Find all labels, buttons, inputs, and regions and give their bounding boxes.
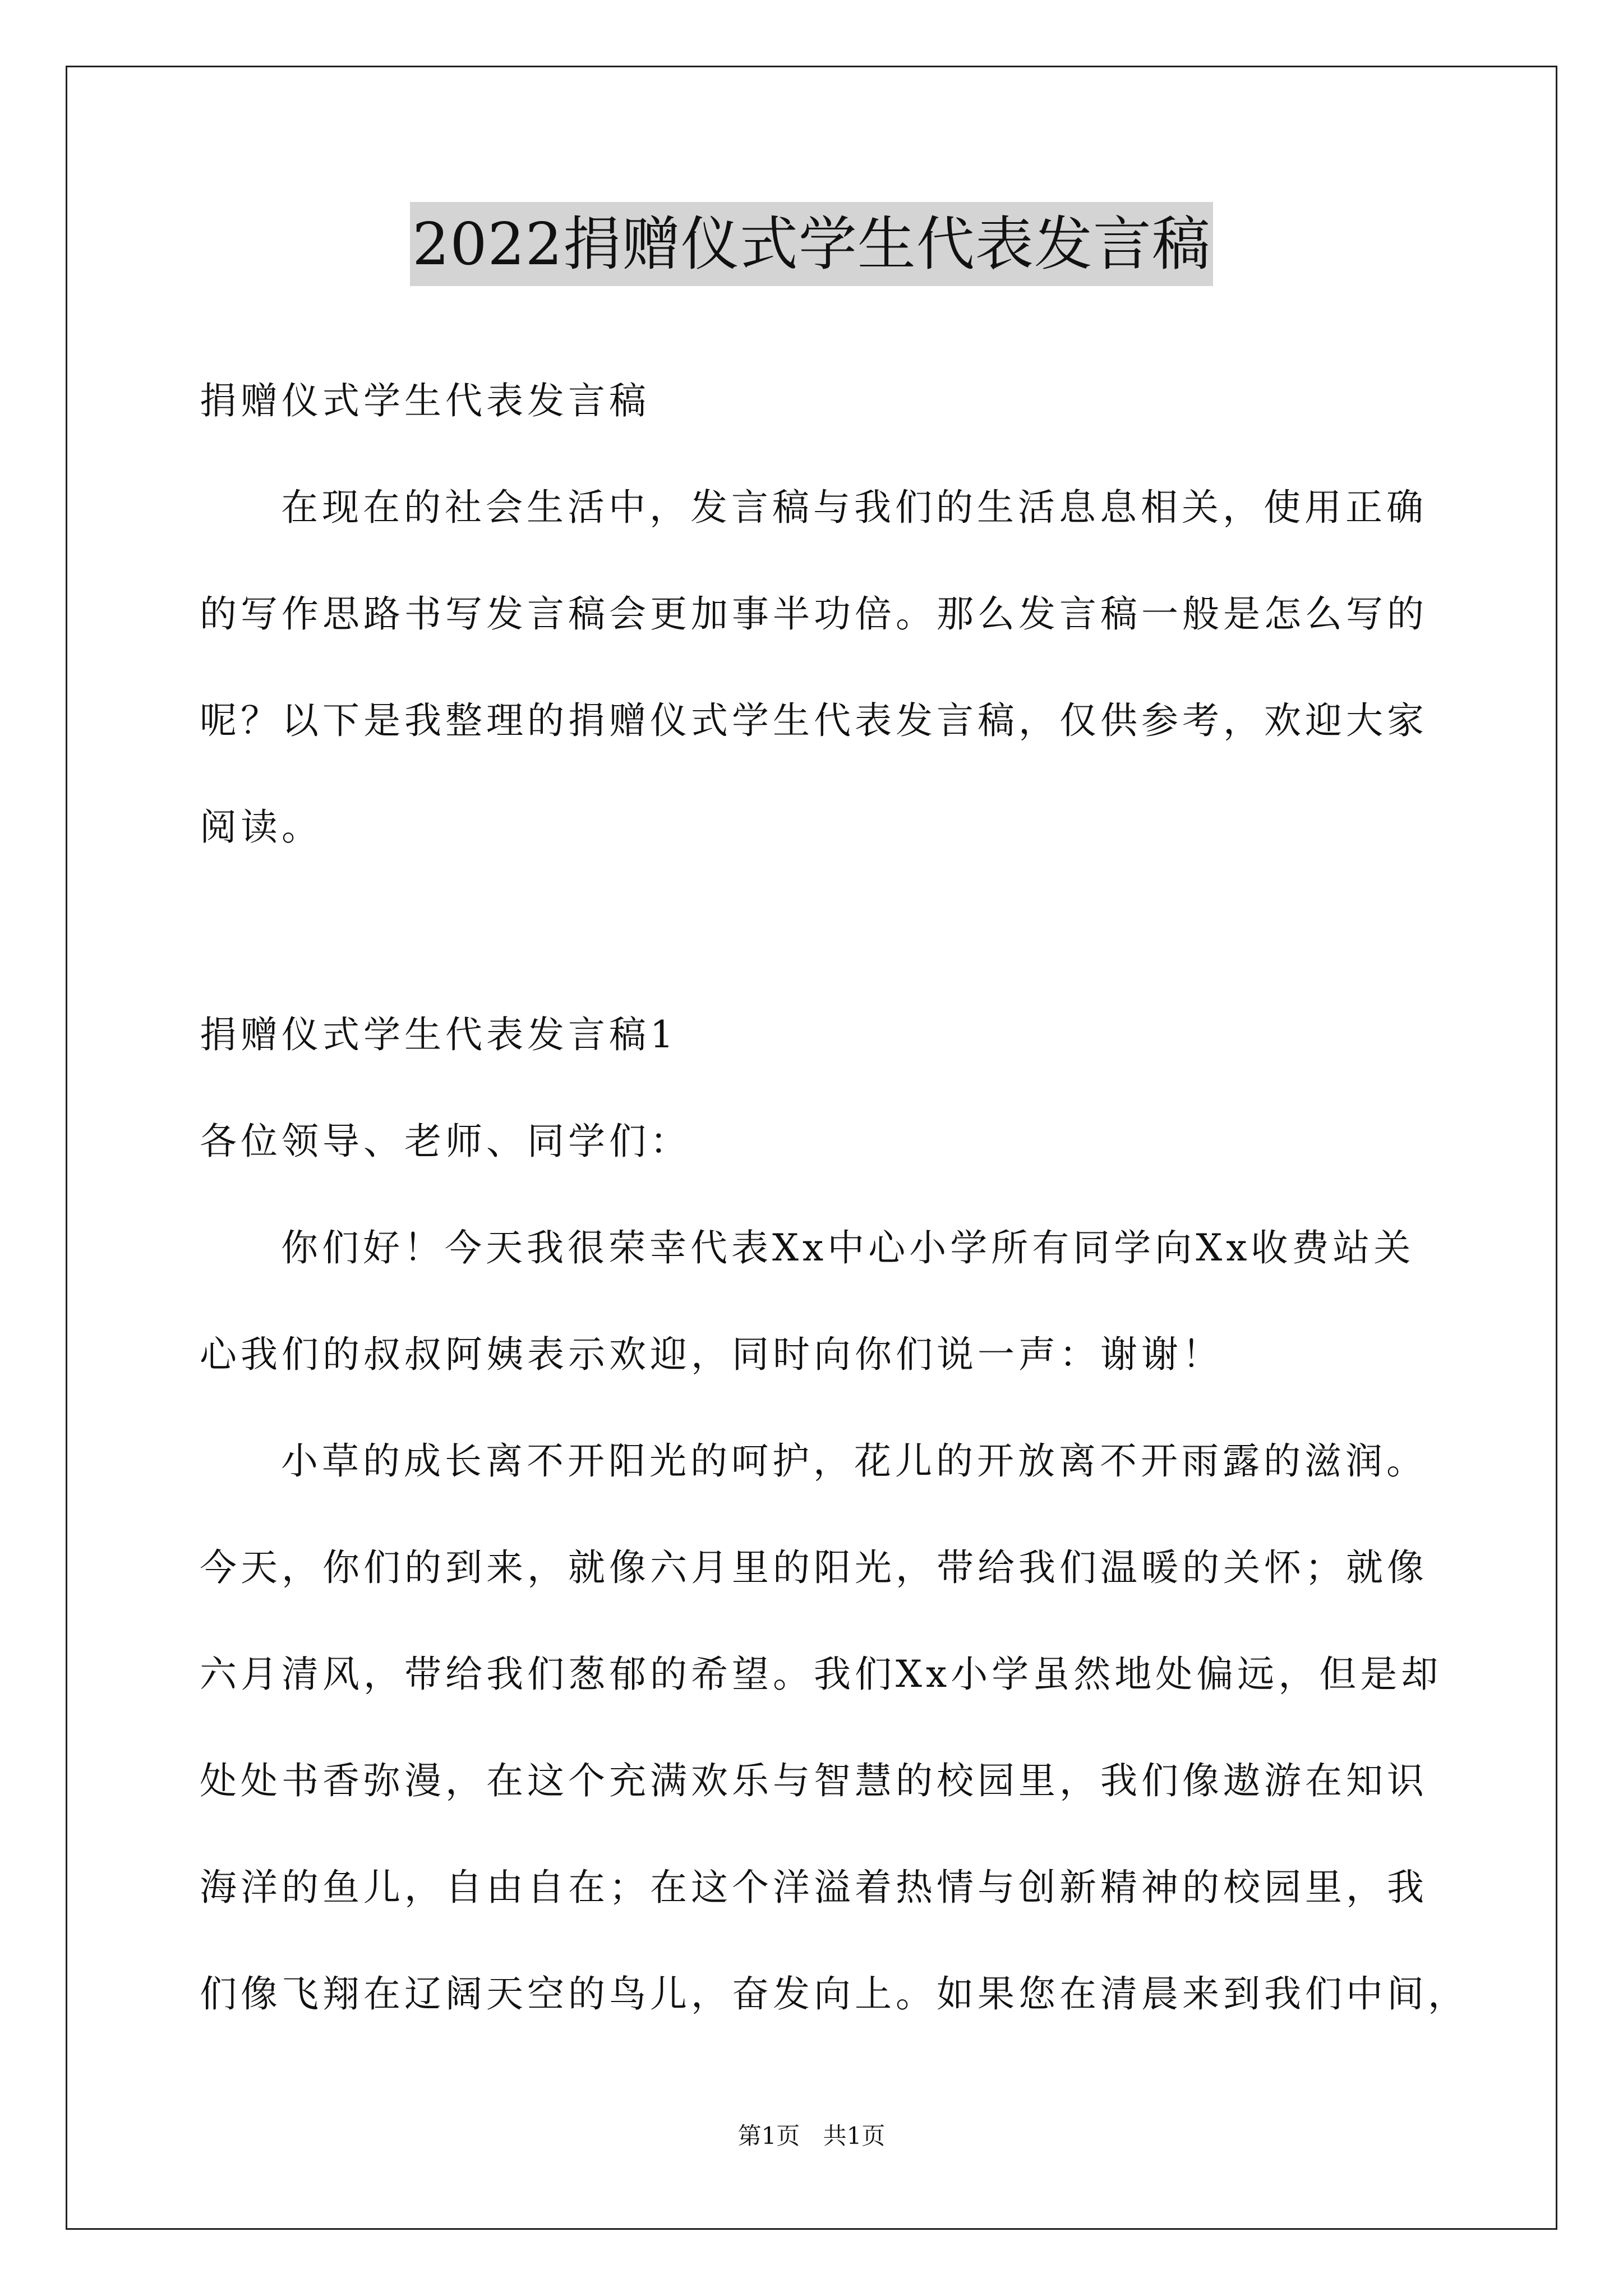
paragraph-line: 们像飞翔在辽阔天空的鸟儿，奋发向上。如果您在清晨来到我们中间，: [200, 1972, 1469, 2016]
paragraph-line: 心我们的叔叔阿姨表示欢迎，同时向你们说一声：谢谢！: [200, 1333, 1223, 1376]
intro-heading: 捐赠仪式学生代表发言稿: [200, 379, 650, 422]
intro-line: 阅读。: [200, 806, 322, 849]
intro-line: 在现在的社会生活中，发言稿与我们的生活息息相关，使用正确: [281, 486, 1427, 529]
intro-line: 呢？以下是我整理的捐赠仪式学生代表发言稿，仅供参考，欢迎大家: [200, 699, 1428, 742]
salutation: 各位领导、老师、同学们：: [200, 1120, 691, 1163]
paragraph-line: 你们好！今天我很荣幸代表Xx中心小学所有同学向Xx收费站关: [281, 1226, 1415, 1269]
section-gap: [200, 881, 1433, 982]
paragraph-line: 处处书香弥漫，在这个充满欢乐与智慧的校园里，我们像遨游在知识: [200, 1759, 1428, 1802]
paragraph-line: 六月清风，带给我们葱郁的希望。我们Xx小学虽然地处偏远，但是却: [200, 1653, 1442, 1696]
document-body: [200, 348, 1469, 2047]
page-number: 第1页: [737, 2122, 800, 2150]
intro-line: 的写作思路书写发言稿会更加事半功倍。那么发言稿一般是怎么写的: [200, 592, 1428, 636]
section-heading: 捐赠仪式学生代表发言稿1: [200, 1013, 677, 1056]
page-total: 共1页: [823, 2122, 886, 2150]
paragraph-line: 今天，你们的到来，就像六月里的阳光，带给我们温暖的关怀；就像: [200, 1546, 1428, 1589]
page-footer: [0, 2119, 1623, 2153]
title-block: [0, 202, 1623, 286]
paragraph-line: 小草的成长离不开阳光的呵护，花儿的开放离不开雨露的滋润。: [281, 1439, 1427, 1483]
paragraph-line: 海洋的鱼儿，自由自在；在这个洋溢着热情与创新精神的校园里，我: [200, 1866, 1428, 1909]
document-title: 2022捐赠仪式学生代表发言稿: [410, 202, 1213, 286]
